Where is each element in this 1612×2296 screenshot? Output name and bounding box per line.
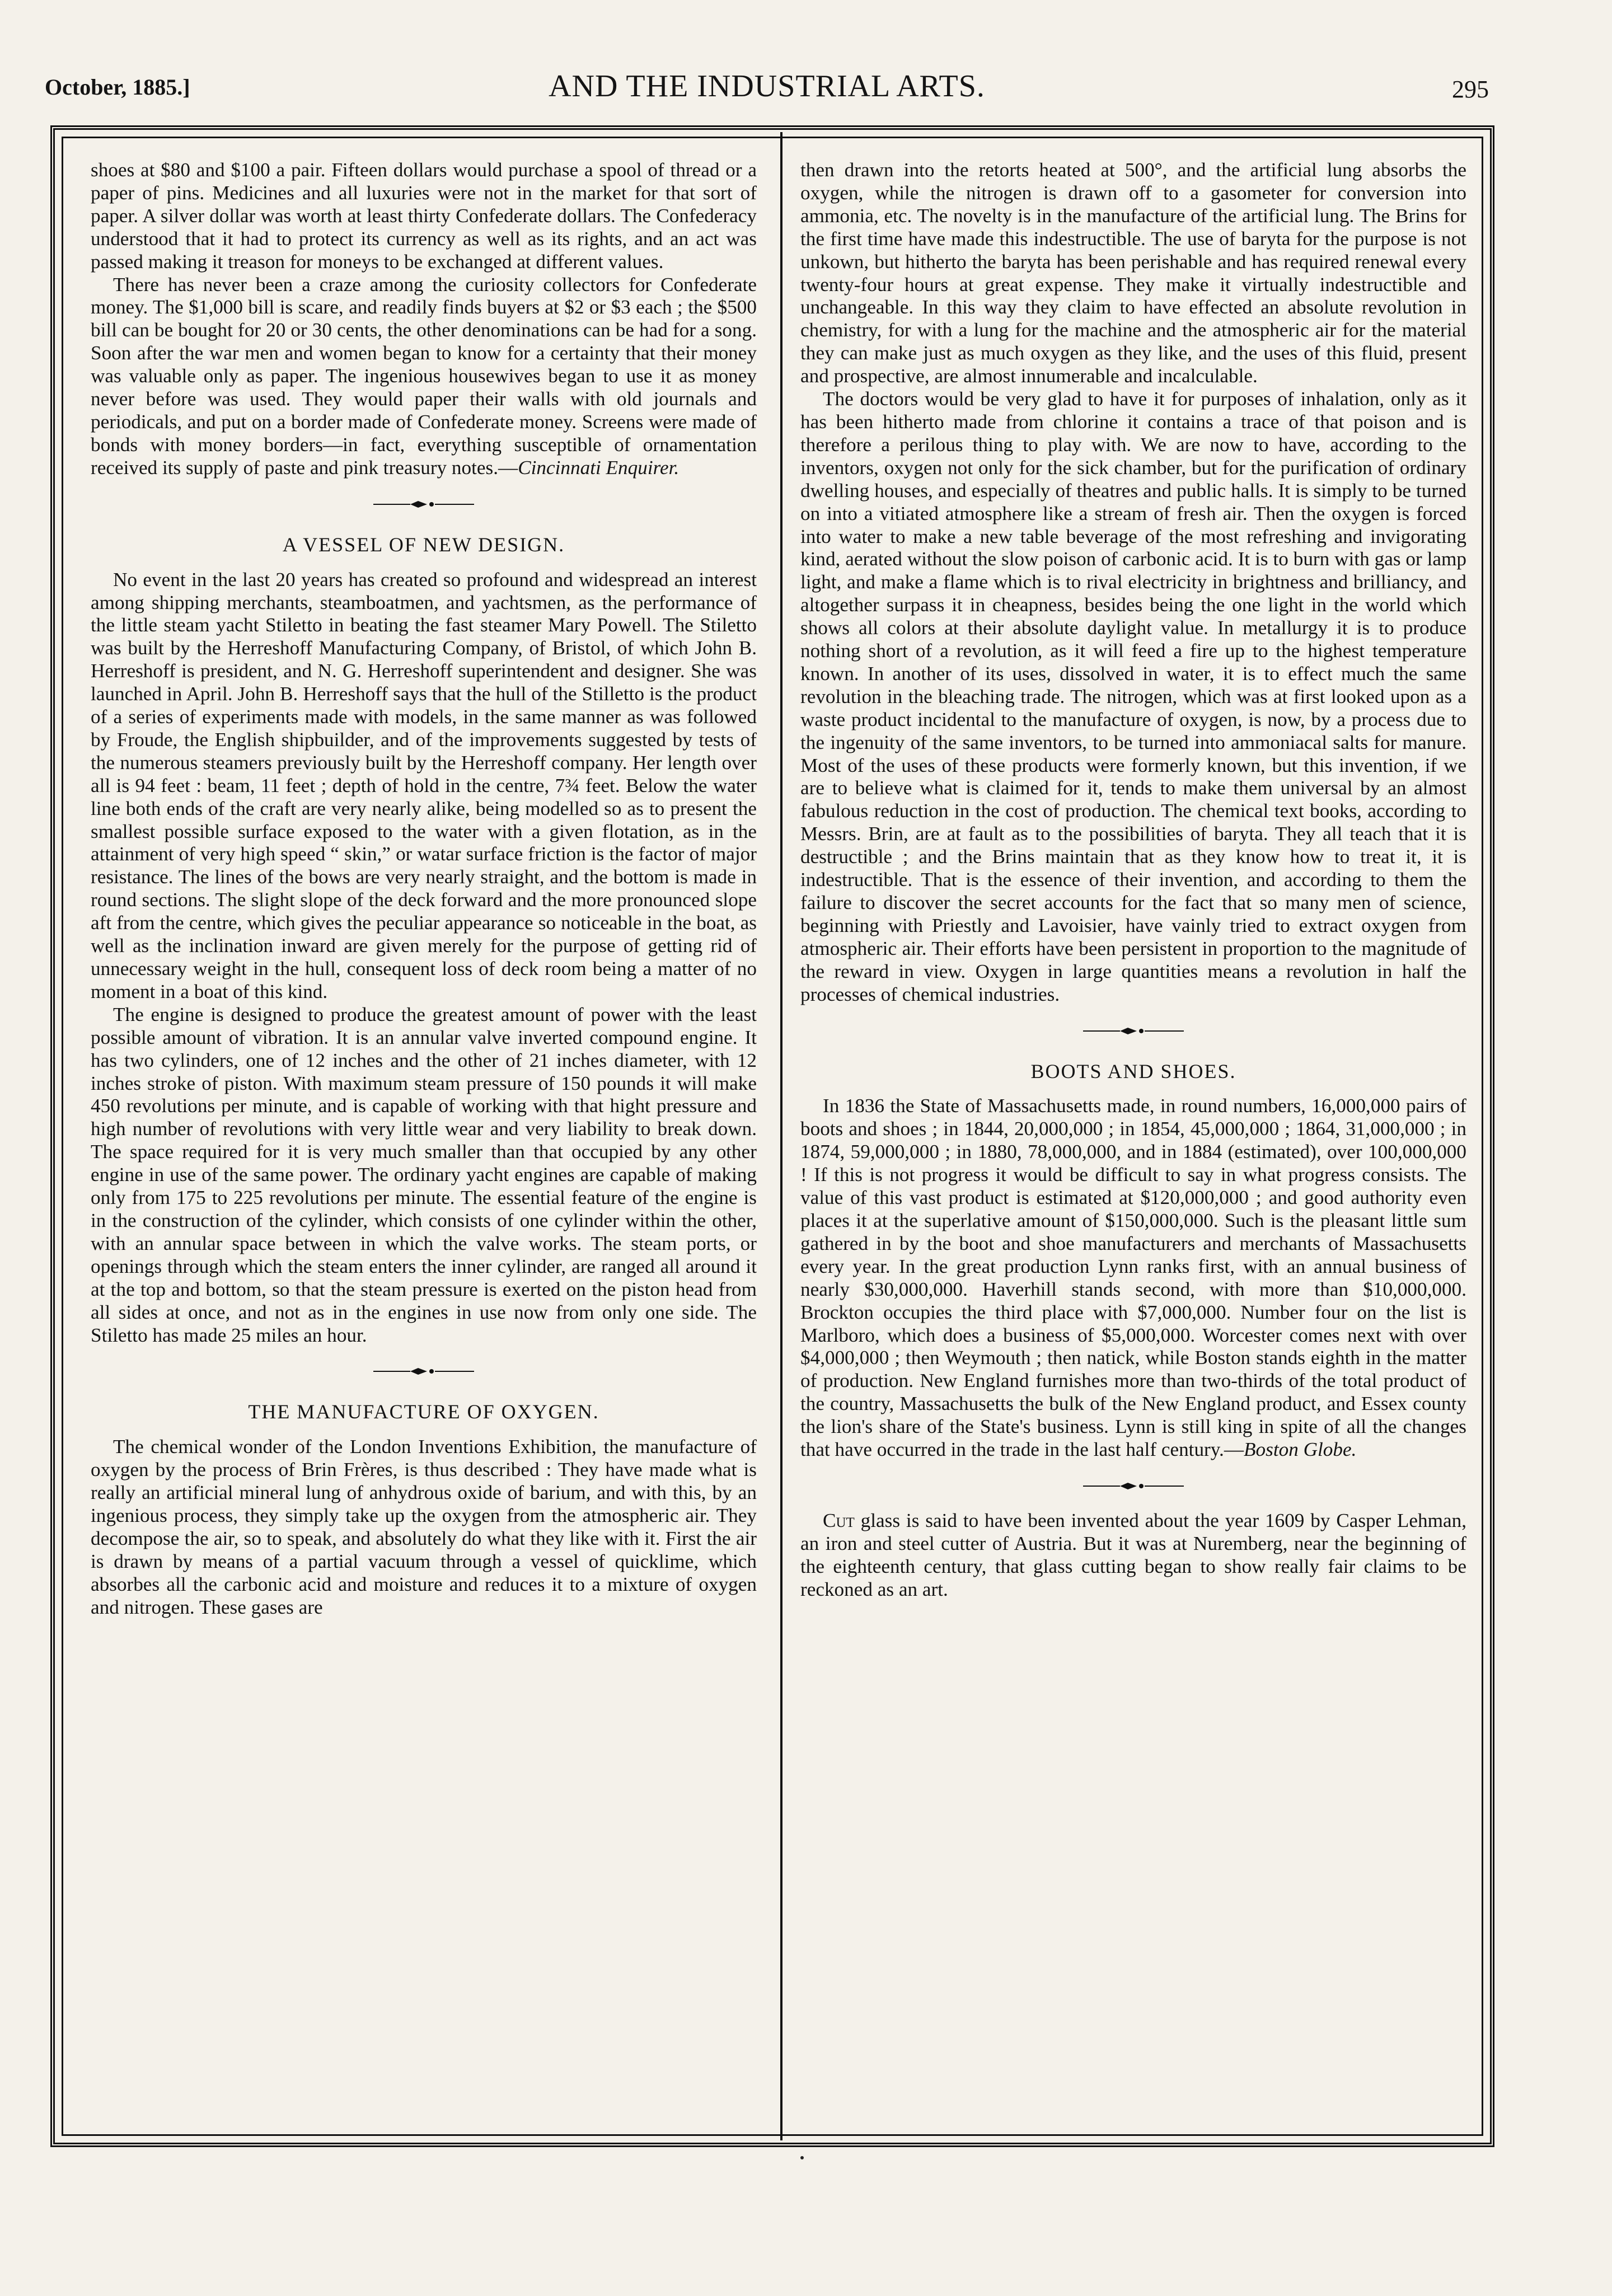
- page-header: [45, 60, 1489, 111]
- page-number: 295: [1452, 76, 1489, 103]
- oxygen-section-title: THE MANUFACTURE OF OXYGEN.: [248, 1400, 599, 1423]
- section-ornament: [91, 488, 757, 521]
- ornament-rule-icon: [1083, 1025, 1184, 1037]
- section-ornament: [800, 1469, 1466, 1503]
- section-ornament: [91, 1355, 757, 1388]
- confederate-money-paragraph-1: shoes at $80 and $100 a pair. Fifteen dollars would purchase a spool of thread or a paper of pins. Medicines and all luxuries were not in the market for that sort of paper. A silver dollar was worth at least thirty Confederate dollars. The Confederacy understood that it had to protect its currency as well as its rights, and an act was passed making it treason for moneys to be exchanged at different values.: [91, 159, 757, 273]
- oxygen-paragraph-1: The chemical wonder of the London Inventions Exhibition, the manufacture of oxygen by the process of Brin Frères, is thus described : They have made what is really an artificial mineral lung of anhydrous oxide of barium, and with this, by an ingenious process, they simply take up the oxygen from the atmospheric air. They decompose the air, so to speak, and absolutely do what they like with it. First the air is drawn by means of a partial vacuum through a vessel of quicklime, which absorbes all the carbonic acid and moisture and reduces it to a mixture of oxygen and nitrogen. These gases are: [91, 1436, 757, 1618]
- cut-glass-lead: Cut: [823, 1509, 855, 1531]
- cut-glass-text: glass is said to have been invented about the year 1609 by Casper Lehman, an iron and steel cutter of Austria. But it was at Nuremberg, near the beginning of the eighteenth century, that glass cutting began to show really fair claims to be reckoned as an art.: [800, 1509, 1466, 1600]
- boots-paragraph: [800, 1095, 1466, 1461]
- ornament-rule-icon: [373, 499, 474, 510]
- right-column: [800, 159, 1466, 1601]
- confederate-money-text: There has never been a craze among the curiosity collectors for Confederate money. The $1,000 bill is scare, and readily finds buyers at $2 or $3 each ; the $500 bill can be bought for 20 or 30 cents, the other denominations can be had for a song. Soon after the war men and women began to know for a certainty that their money was valuable only as paper. The ingenious housewives began to use it as money never before was used. They would paper their walls with old journals and periodicals, and put on a border made of Confederate money. Screens were made of bonds with money borders—in fact, everything susceptible of ornamentation received its supply of paste and pink treasury notes.—: [91, 273, 757, 479]
- vessel-paragraph-1: No event in the last 20 years has created so profound and widespread an interest among shipping merchants, steamboatmen, and yachtsmen, as the performance of the little steam yacht Stiletto in beating the fast steamer Mary Powell. The Stiletto was built by the Herreshoff Manufacturing Company, of Bristol, of which John B. Herreshoff is president, and N. G. Herreshoff superintendent and designer. She was launched in April. John B. Herreshoff says that the hull of the Stilletto is the product of a series of experiments made with models, in the same manner as was followed by Froude, the English shipbuilder, and of the improvements suggested by tests of the numerous steamers previously built by the Herreshoff company. Her length over all is 94 feet : beam, 11 feet ; depth of hold in the centre, 7¾ feet. Below the water line both ends of the craft are very nearly alike, being modelled so as to present the smallest possible surface exposed to the water with a given flotation, as in the attainment of very high speed “ skin,” or watar surface friction is the factor of major resistance. The lines of the bows are very nearly straight, and the bottom is made in round sections. The slight slope of the deck forward and the more pronounced slope aft from the centre, which gives the peculiar appearance so noticeable in the boat, as well as the inclination inward are given merely for the purpose of getting rid of unnecessary weight in the hull, consequent loss of deck room being a matter of no moment in a boat of this kind.: [91, 568, 757, 1002]
- cut-glass-paragraph: [800, 1510, 1466, 1601]
- vessel-section-title: A VESSEL OF NEW DESIGN.: [282, 533, 565, 556]
- column-divider: [780, 132, 782, 2140]
- boots-text: In 1836 the State of Massachusetts made, in round numbers, 16,000,000 pairs of boots and shoes ; in 1844, 20,000,000 ; in 1854, 45,000,000 ; 1864, 31,000,000 ; in 1874, 59,000,000 ; in 1880, 78,000,000, and in 1884 (estimated), over 100,000,000 ! If this is not progress it would be difficult to say in what progress consists. The value of this vast product is estimated at $120,000,000 ; and good authority even places it at the superlative amount of $150,000,000. Such is the pleasant little sum gathered in by the boot and shoe manufacturers and merchants of Massachusetts every year. In the great production Lynn ranks first, with an annual business of nearly $30,000,000. Haverhill stands second, with more than $10,000,000. Brockton occupies the third place with $7,000,000. Number four on the list is Marlboro, which does a business of $5,000,000. Worcester comes next with over $4,000,000 ; then Weymouth ; then natick, while Boston stands eighth in the matter of production. New England furnishes more than two-thirds of the total product of the country, Massachusetts the bulk of the New England product, and Essex county the lion's share of the State's business. Lynn is still king in spite of all the changes that have occurred in the trade in the last half century.—: [800, 1095, 1466, 1461]
- confederate-money-paragraph-2: [91, 274, 757, 480]
- oxygen-paragraph-2: The doctors would be very glad to have it for purposes of inhalation, only as it has been hitherto made from chlorine it contains a trace of that poison and is therefore a perilous thing to play with. We are now to have, according to the inventors, oxygen not only for the sick chamber, but for the purification of ordinary dwelling houses, and especially of theatres and public halls. It is simply to be turned on into a vitiated atmosphere like a stream of fresh air. Then the oxygen is forced into water to make a new table beverage of the most refreshing and invigorating kind, aerated without the slow poison of carbonic acid. It is to burn with gas or lamp light, and make a flame which is to rival electricity in brightness and brilliancy, and altogether surpass it in cheapness, besides being the one light in the world which shows all colors at their absolute daylight value. In metallurgy it is to produce nothing short of a revolution, as it will feed a fire up to the highest temperature known. In another of its uses, dissolved in water, it is to effect much the same revolution in the bleaching trade. The nitrogen, which was at first looked upon as a waste product incidental to the manufacture of oxygen, is now, by a process due to the ingenuity of the same inventors, to be turned into ammoniacal salts for manure. Most of the uses of these products were formerly known, but this invention, if we are to believe what is claimed for it, tends to make them universal by an almost fabulous reduction in the cost of production. The chemical text books, according to Messrs. Brin, are at fault as to the possibilities of baryta. They all teach that it is destructible ; and the Brins maintain that as they know how to treat it, it is indestructible. That is the essence of their invention, and according to them the failure to discover the secret accounts for the fact that so many men of science, beginning with Priestly and Lavoisier, have vainly tried to extract oxygen from atmospheric air. Their efforts have been persistent in proportion to the magnitude of the reward in view. Oxygen in large quantities means a revolution in half the processes of chemical industries.: [800, 388, 1466, 1005]
- journal-title: AND THE INDUSTRIAL ARTS.: [549, 69, 985, 104]
- ornament-rule-icon: [1083, 1480, 1184, 1492]
- vessel-paragraph-2: The engine is designed to produce the greatest amount of power with the least possible amount of vibration. It is an annular valve inverted compound engine. It has two cylinders, one of 12 inches and the other of 21 inches diameter, with 12 inches stroke of piston. With maximum steam pressure of 150 pounds it will make 450 revolutions per minute, and is capable of working with that hight pressure and high number of revolutions with very little wear and very liability to break down. The space required for it is very much smaller than that occupied by any other engine in use of the same power. The ordinary yacht engines are capable of making only from 175 to 225 revolutions per minute. The essential feature of the engine is in the construction of the cylinder, which consists of one cylinder within the other, with an annular space between in which the valve works. The steam ports, or openings through which the steam enters the inner cylinder, are ranged all around it at the top and bottom, so that the steam pressure is exerted on the piston head from all sides at once, and not as in the engines in use now from only one side. The Stiletto has made 25 miles an hour.: [91, 1003, 757, 1346]
- printer-mark-icon: [799, 2155, 805, 2161]
- source-cincinnati-enquirer: Cincinnati Enquirer.: [518, 456, 680, 479]
- ornament-rule-icon: [373, 1366, 474, 1377]
- source-boston-globe: Boston Globe.: [1244, 1438, 1357, 1461]
- boots-section-title: BOOTS AND SHOES.: [1030, 1060, 1236, 1083]
- section-ornament: [800, 1014, 1466, 1048]
- issue-date: October, 1885.]: [45, 74, 190, 100]
- left-column: [91, 159, 757, 1619]
- oxygen-continuation-paragraph: then drawn into the retorts heated at 500°, and the artificial lung absorbs the oxygen, while the nitrogen is drawn off to a gasometer for conversion into ammonia, etc. The novelty is in the manufacture of the artificial lung. The Brins for the first time have made this indestructible. The use of baryta for the purpose is not unkown, but hitherto the baryta has been perishable and has required renewal every twenty-four hours at great expense. They make it virtually indestructible and unchangeable. In this way they claim to have effected an absolute revolution in chemistry, for with a lung for the machine and the atmospheric air for the material they can make just as much oxygen as they like, and the uses of this fluid, present and prospective, are almost innumerable and incalculable.: [800, 159, 1466, 387]
